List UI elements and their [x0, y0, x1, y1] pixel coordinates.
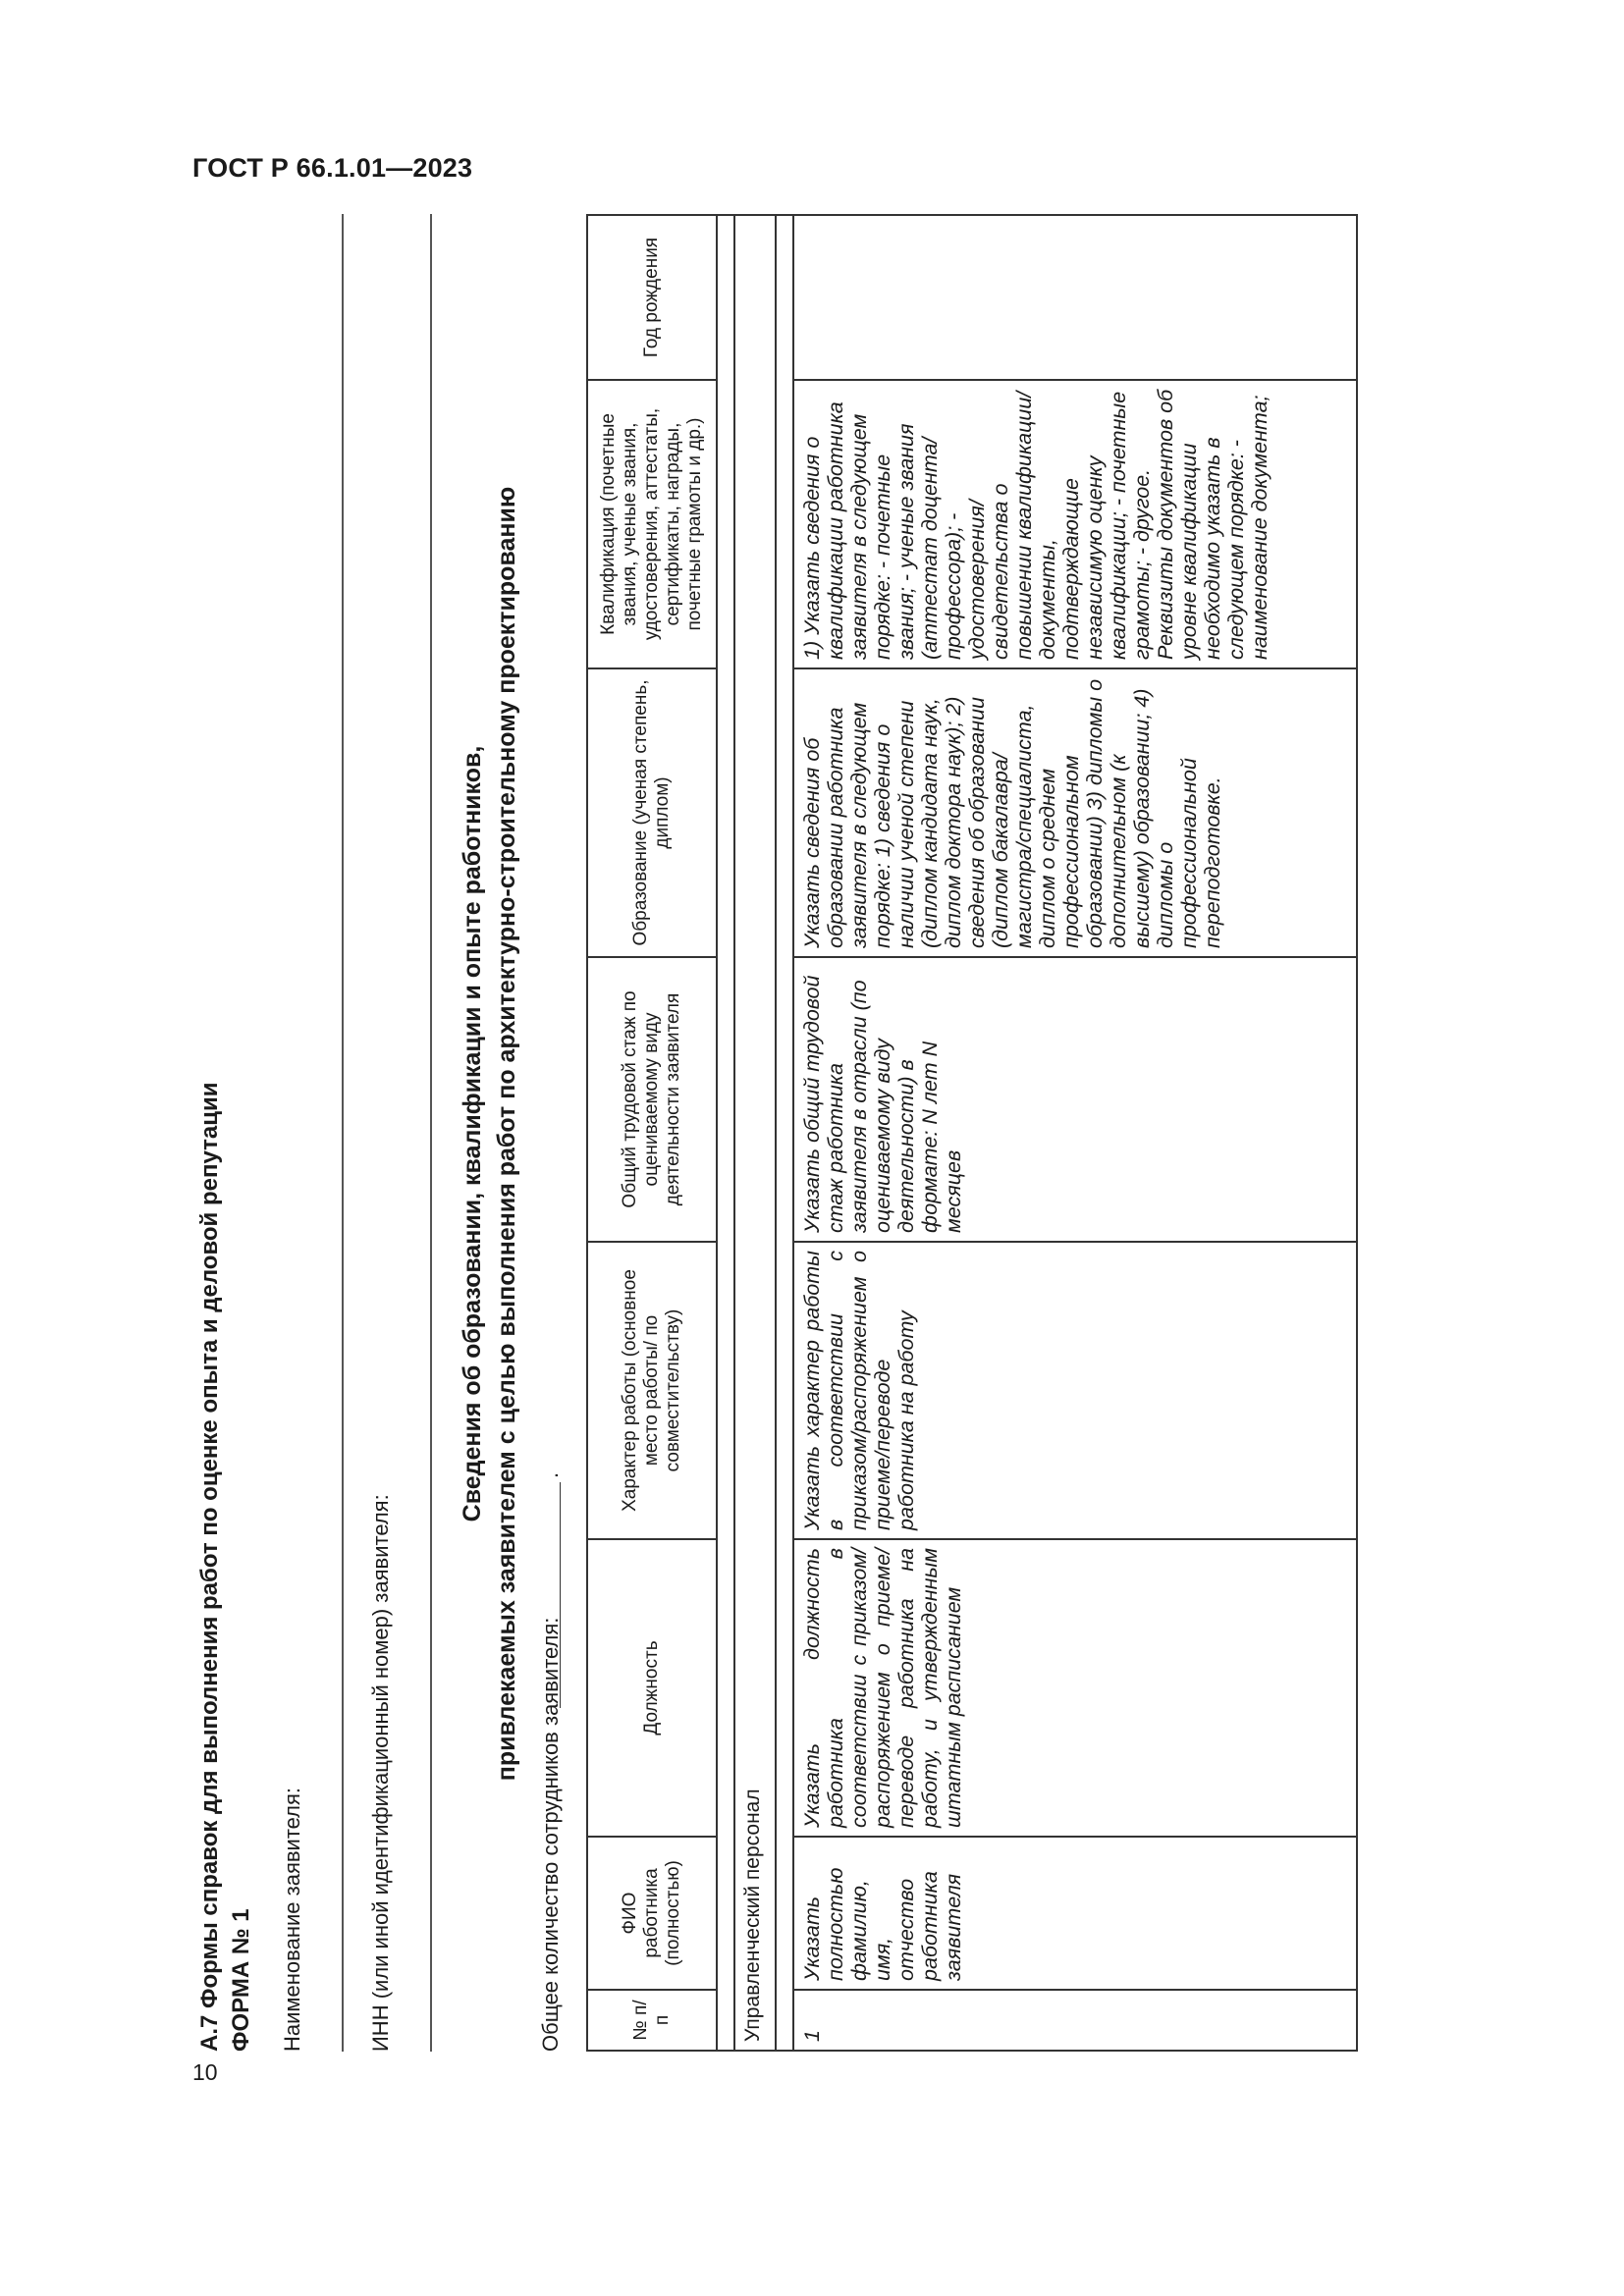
header-fio: ФИО работника (полностью) — [587, 1837, 717, 1990]
cell-work-type: Указать характер работы в соответствии с приказом/распоряжением о приеме/переводе работника на работу — [793, 1242, 1357, 1539]
employee-count-field-line[interactable] — [560, 1482, 561, 1708]
cell-experience: Указать общий трудовой стаж работника заявителя в отрасли (по оцениваемому виду деятельности) в формате: N лет N месяцев — [793, 957, 1357, 1242]
employee-count-label: Общее количество сотрудников заявителя: — [538, 1617, 563, 2052]
header-education: Образование (ученая степень, диплом) — [587, 668, 717, 957]
table-header-row — [587, 215, 717, 2051]
employee-count-end: . — [538, 1471, 563, 1478]
page-number: 10 — [192, 2059, 218, 2085]
header-num: № п/п — [587, 1990, 717, 2051]
applicant-name-field-line[interactable] — [342, 214, 344, 2052]
cell-position: Указать должность работника в соответствии с приказом/распоряжением о приеме/переводе работника на работу, и утвержденным штатным расписанием — [793, 1539, 1357, 1837]
section-row — [734, 215, 776, 2051]
inn-label: ИНН (или иной идентификационный номер) заявителя: — [368, 1494, 393, 2052]
cell-fio: Указать полностью фамилию, имя, отчество работника заявителя — [793, 1837, 1357, 1990]
document-header: ГОСТ Р 66.1.01—2023 — [192, 153, 473, 183]
form-title: ФОРМА № 1 — [228, 1908, 254, 2052]
header-birth-year: Год рождения — [587, 215, 717, 380]
header-work-type: Характер работы (основное место работы/ по совместительству) — [587, 1242, 717, 1539]
separator-row — [717, 215, 734, 2051]
header-experience: Общий трудовой стаж по оцениваемому виду деятельности заявителя — [587, 957, 717, 1242]
info-title-line-2: привлекаемых заявителем с целью выполнения работ по архитектурно-строительному проектированию — [493, 486, 520, 1782]
section-title: А.7 Формы справок для выполнения работ по оценке опыта и деловой репутации — [196, 1082, 223, 2052]
cell-birth-year — [793, 215, 1357, 380]
cell-qualification: 1) Указать сведения о квалификации работника заявителя в следующем порядке: - почетные звания; - ученые звания (аттестат доцента/ профессора); - удостоверения/ свидетельства о повышении квалификации/документы, подтверждающие независимую оценку квалификации; - почетные грамоты; - другое. Реквизиты документов об уровне квалификации необходимо указать в следующем порядке: - наименование документа; — [793, 380, 1357, 668]
info-title-line-1: Сведения об образовании, квалификации и опыте работников, — [459, 745, 486, 1522]
applicant-name-label: Наименование заявителя: — [280, 1787, 304, 2052]
landscape-content — [196, 216, 1502, 2052]
table-row — [793, 215, 1357, 2051]
employees-table — [586, 214, 1358, 2052]
cell-num: 1 — [793, 1990, 1357, 2051]
section-label: Управленческий персонал — [734, 215, 776, 2051]
header-position: Должность — [587, 1539, 717, 1837]
cell-education: Указать сведения об образовании работника заявителя в следующем порядке: 1) сведения о наличии ученой степени (диплом кандидата наук, диплом доктора наук); 2) сведения об образовании (диплом бакалавра/ магистра/специалиста, диплом о среднем профессиональном образовании) 3) дипломы о дополнительном (к высшему) образовании; 4) дипломы о профессиональной переподготовке. — [793, 668, 1357, 957]
header-qualification: Квалификация (почетные звания, ученые звания, удостоверения, аттестаты, сертификаты, награды, почетные грамоты и др.) — [587, 380, 717, 668]
inn-field-line[interactable] — [430, 214, 432, 2052]
separator-row — [776, 215, 793, 2051]
